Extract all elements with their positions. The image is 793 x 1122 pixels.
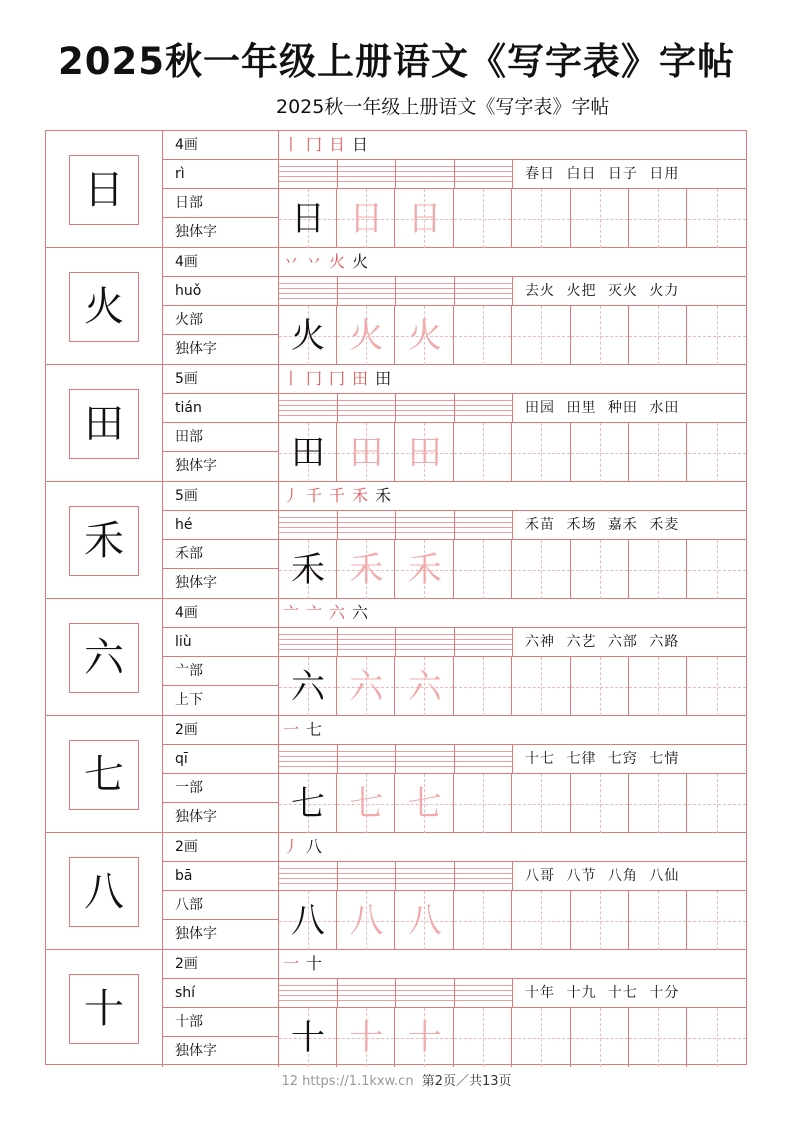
practice-cell <box>571 189 629 248</box>
big-character-box <box>69 155 139 225</box>
stroke-count: 5画 <box>163 365 279 394</box>
trace-character: 田 <box>349 432 384 473</box>
structure: 上下 <box>175 692 203 708</box>
stroke-step: 日 <box>329 135 346 154</box>
pinyin-divider <box>395 277 396 306</box>
word-list: 春日 白日 日子 日用 <box>512 160 746 189</box>
practice-cell <box>279 423 337 482</box>
word-list: 十年 十九 十七 十分 <box>512 979 746 1008</box>
stroke-step: 禾 <box>375 486 392 505</box>
big-character-cell <box>46 248 163 365</box>
practice-cell <box>454 540 512 599</box>
pinyin-divider <box>337 160 338 189</box>
practice-cell <box>337 657 395 716</box>
practice-cell <box>513 540 571 599</box>
pinyin-practice-row <box>279 511 512 540</box>
character-block <box>46 599 746 716</box>
practice-cell <box>337 189 395 248</box>
practice-cell <box>571 891 629 950</box>
practice-cell <box>513 189 571 248</box>
pinyin-divider <box>454 745 455 774</box>
watermark-text: 12 https://1.1kxw.cn <box>281 1074 414 1089</box>
practice-cell <box>337 774 395 833</box>
pinyin-divider <box>337 745 338 774</box>
structure: 独体字 <box>175 575 217 591</box>
stroke-step: 一 <box>283 720 300 739</box>
stroke-step: 冂 <box>329 369 346 388</box>
practice-character: 田 <box>291 432 325 473</box>
practice-cell <box>688 891 746 950</box>
word-list: 禾苗 禾场 嘉禾 禾麦 <box>512 511 746 540</box>
stroke-step: 丷 <box>283 252 300 271</box>
pinyin-divider <box>454 394 455 423</box>
trace-character: 八 <box>349 900 384 941</box>
pinyin-divider <box>454 511 455 540</box>
stroke-count: 2画 <box>163 950 279 979</box>
practice-cell <box>688 540 746 599</box>
practice-cell <box>337 891 395 950</box>
pinyin-practice-row <box>279 979 512 1008</box>
stroke-count: 5画 <box>163 482 279 511</box>
pinyin: qī <box>163 745 279 774</box>
radical: 十部 <box>163 1008 279 1037</box>
big-character: 禾 <box>84 518 124 564</box>
pinyin-divider <box>337 862 338 891</box>
practice-cell <box>279 189 337 248</box>
stroke-order-row <box>279 365 746 394</box>
trace-character: 日 <box>349 198 384 239</box>
big-character: 日 <box>84 167 124 213</box>
practice-cell <box>396 774 454 833</box>
pinyin-divider <box>337 979 338 1008</box>
big-character: 十 <box>84 986 124 1032</box>
pinyin-practice-row <box>279 862 512 891</box>
pinyin-practice-row <box>279 277 512 306</box>
practice-cell <box>688 657 746 716</box>
practice-cell <box>629 189 687 248</box>
pinyin-divider <box>454 277 455 306</box>
big-character-cell <box>46 950 163 1067</box>
pinyin-divider <box>395 628 396 657</box>
practice-cell <box>513 306 571 365</box>
big-character: 田 <box>84 401 124 447</box>
trace-character: 八 <box>407 900 442 941</box>
stroke-step: 八 <box>306 837 323 856</box>
trace-character: 六 <box>407 666 442 707</box>
stroke-step: 丨 <box>283 369 300 388</box>
practice-cell <box>279 657 337 716</box>
practice-cell <box>454 306 512 365</box>
structure: 独体字 <box>175 809 217 825</box>
stroke-step: 丿 <box>283 837 300 856</box>
trace-character: 日 <box>407 198 442 239</box>
stroke-step: 冂 <box>306 369 323 388</box>
big-character-cell <box>46 365 163 482</box>
trace-character: 七 <box>349 783 384 824</box>
trace-character: 火 <box>349 315 384 356</box>
practice-cell <box>279 891 337 950</box>
character-info <box>163 131 279 248</box>
practice-cell <box>396 423 454 482</box>
practice-cell <box>279 306 337 365</box>
stroke-step: 六 <box>329 603 346 622</box>
pinyin: tián <box>163 394 279 423</box>
practice-cell <box>629 891 687 950</box>
practice-cell <box>513 423 571 482</box>
structure: 独体字 <box>175 458 217 474</box>
stroke-step: 十 <box>306 954 323 973</box>
radical: 火部 <box>163 306 279 335</box>
practice-character: 六 <box>291 666 325 707</box>
practice-cell <box>629 423 687 482</box>
practice-cell <box>571 774 629 833</box>
pinyin-divider <box>454 160 455 189</box>
pinyin: hé <box>163 511 279 540</box>
trace-character: 六 <box>349 666 384 707</box>
character-block <box>46 365 746 482</box>
practice-cell <box>513 1008 571 1067</box>
page-title: 2025秋一年级上册语文《写字表》字帖 <box>58 40 735 83</box>
practice-cell <box>396 306 454 365</box>
stroke-step: 禾 <box>352 486 369 505</box>
practice-character: 十 <box>291 1017 325 1058</box>
pinyin-divider <box>395 862 396 891</box>
practice-cell <box>571 423 629 482</box>
trace-character: 禾 <box>407 549 442 590</box>
practice-cell <box>337 540 395 599</box>
structure: 独体字 <box>175 341 217 357</box>
practice-cell <box>688 1008 746 1067</box>
practice-cell <box>454 423 512 482</box>
word-list: 田园 田里 种田 水田 <box>512 394 746 423</box>
radical: 日部 <box>163 189 279 218</box>
pinyin-divider <box>454 628 455 657</box>
practice-character: 禾 <box>291 549 325 590</box>
character-info <box>163 599 279 716</box>
trace-character: 禾 <box>349 549 384 590</box>
character-info <box>163 833 279 950</box>
stroke-order-row <box>279 833 746 862</box>
practice-cell <box>396 189 454 248</box>
practice-cell <box>279 774 337 833</box>
practice-character: 日 <box>291 198 325 239</box>
stroke-step: 丨 <box>283 135 300 154</box>
trace-character: 十 <box>349 1017 384 1058</box>
practice-cell <box>513 657 571 716</box>
pinyin: shí <box>163 979 279 1008</box>
sheet-subtitle: 2025秋一年级上册语文《写字表》字帖 <box>276 96 610 118</box>
word-list: 六神 六艺 六部 六路 <box>512 628 746 657</box>
stroke-step: 丿 <box>283 486 300 505</box>
practice-cell <box>513 774 571 833</box>
stroke-step: 火 <box>352 252 369 271</box>
stroke-count: 2画 <box>163 716 279 745</box>
stroke-order-row <box>279 482 746 511</box>
pinyin-divider <box>454 979 455 1008</box>
pinyin-divider <box>395 745 396 774</box>
practice-cell <box>454 774 512 833</box>
practice-cell <box>337 423 395 482</box>
practice-cell <box>337 1008 395 1067</box>
word-list: 去火 火把 灭火 火力 <box>512 277 746 306</box>
word-list: 十七 七律 七窍 七情 <box>512 745 746 774</box>
stroke-count: 4画 <box>163 248 279 277</box>
practice-cell <box>571 1008 629 1067</box>
practice-cell <box>629 657 687 716</box>
practice-cell <box>571 540 629 599</box>
character-info <box>163 365 279 482</box>
practice-cell <box>396 657 454 716</box>
pinyin-practice-row <box>279 160 512 189</box>
big-character: 火 <box>84 284 124 330</box>
pinyin-divider <box>395 979 396 1008</box>
big-character-box <box>69 974 139 1044</box>
stroke-step: 丷 <box>306 252 323 271</box>
pinyin-divider <box>395 160 396 189</box>
radical: 禾部 <box>163 540 279 569</box>
pinyin-divider <box>454 862 455 891</box>
radical: 八部 <box>163 891 279 920</box>
structure: 独体字 <box>175 224 217 240</box>
trace-character: 十 <box>407 1017 442 1058</box>
practice-cell <box>396 1008 454 1067</box>
stroke-count: 4画 <box>163 131 279 160</box>
big-character: 六 <box>84 635 124 681</box>
character-block <box>46 482 746 599</box>
stroke-step: 七 <box>306 720 323 739</box>
character-block <box>46 833 746 950</box>
stroke-step: 火 <box>329 252 346 271</box>
trace-character: 田 <box>407 432 442 473</box>
big-character-box <box>69 740 139 810</box>
stroke-order-row <box>279 716 746 745</box>
stroke-step: 一 <box>283 954 300 973</box>
pinyin-divider <box>337 277 338 306</box>
big-character-box <box>69 506 139 576</box>
trace-character: 七 <box>407 783 442 824</box>
practice-cell <box>688 774 746 833</box>
practice-cell <box>454 189 512 248</box>
stroke-step: 六 <box>352 603 369 622</box>
big-character-cell <box>46 716 163 833</box>
character-info <box>163 248 279 365</box>
pinyin-practice-row <box>279 745 512 774</box>
pinyin-divider <box>337 511 338 540</box>
big-character-cell <box>46 599 163 716</box>
pinyin-divider <box>337 628 338 657</box>
practice-cell <box>571 657 629 716</box>
practice-cell <box>688 423 746 482</box>
practice-cell <box>279 540 337 599</box>
pinyin-divider <box>395 511 396 540</box>
practice-character: 八 <box>291 900 325 941</box>
practice-cell <box>454 891 512 950</box>
practice-cell <box>629 306 687 365</box>
character-block <box>46 131 746 248</box>
big-character-box <box>69 272 139 342</box>
pinyin-practice-row <box>279 394 512 423</box>
big-character-box <box>69 389 139 459</box>
practice-cell <box>337 306 395 365</box>
pinyin: liù <box>163 628 279 657</box>
copybook-sheet <box>45 130 747 1065</box>
structure: 独体字 <box>175 926 217 942</box>
big-character-cell <box>46 482 163 599</box>
character-block <box>46 248 746 365</box>
word-list: 八哥 八节 八角 八仙 <box>512 862 746 891</box>
structure: 独体字 <box>175 1043 217 1059</box>
practice-cell <box>688 189 746 248</box>
character-info <box>163 716 279 833</box>
stroke-order-row <box>279 248 746 277</box>
practice-cell <box>396 540 454 599</box>
practice-cell <box>454 657 512 716</box>
pinyin: bā <box>163 862 279 891</box>
radical: 亠部 <box>163 657 279 686</box>
page-footer <box>0 1070 793 1089</box>
stroke-step: 田 <box>375 369 392 388</box>
big-character: 八 <box>84 869 124 915</box>
practice-cell <box>629 540 687 599</box>
stroke-step: 田 <box>352 369 369 388</box>
stroke-order-row <box>279 950 746 979</box>
big-character-cell <box>46 833 163 950</box>
page-number: 第2页／共13页 <box>421 1074 512 1089</box>
stroke-count: 4画 <box>163 599 279 628</box>
radical: 一部 <box>163 774 279 803</box>
trace-character: 火 <box>407 315 442 356</box>
character-info <box>163 482 279 599</box>
practice-cell <box>629 774 687 833</box>
big-character: 七 <box>84 752 124 798</box>
stroke-count: 2画 <box>163 833 279 862</box>
practice-cell <box>279 1008 337 1067</box>
character-block <box>46 950 746 1067</box>
pinyin-divider <box>337 394 338 423</box>
practice-cell <box>454 1008 512 1067</box>
stroke-step: 冂 <box>306 135 323 154</box>
pinyin: rì <box>163 160 279 189</box>
stroke-order-row <box>279 131 746 160</box>
practice-cell <box>513 891 571 950</box>
practice-character: 七 <box>291 783 325 824</box>
practice-cell <box>396 891 454 950</box>
character-block <box>46 716 746 833</box>
pinyin: huǒ <box>163 277 279 306</box>
radical: 田部 <box>163 423 279 452</box>
practice-cell <box>629 1008 687 1067</box>
practice-cell <box>688 306 746 365</box>
stroke-step: 日 <box>352 135 369 154</box>
big-character-box <box>69 623 139 693</box>
stroke-order-row <box>279 599 746 628</box>
pinyin-practice-row <box>279 628 512 657</box>
big-character-box <box>69 857 139 927</box>
stroke-step: 千 <box>306 486 323 505</box>
pinyin-divider <box>395 394 396 423</box>
stroke-step: 亠 <box>306 603 323 622</box>
stroke-step: 亠 <box>283 603 300 622</box>
practice-cell <box>571 306 629 365</box>
practice-character: 火 <box>291 315 325 356</box>
big-character-cell <box>46 131 163 248</box>
stroke-step: 千 <box>329 486 346 505</box>
character-info <box>163 950 279 1067</box>
